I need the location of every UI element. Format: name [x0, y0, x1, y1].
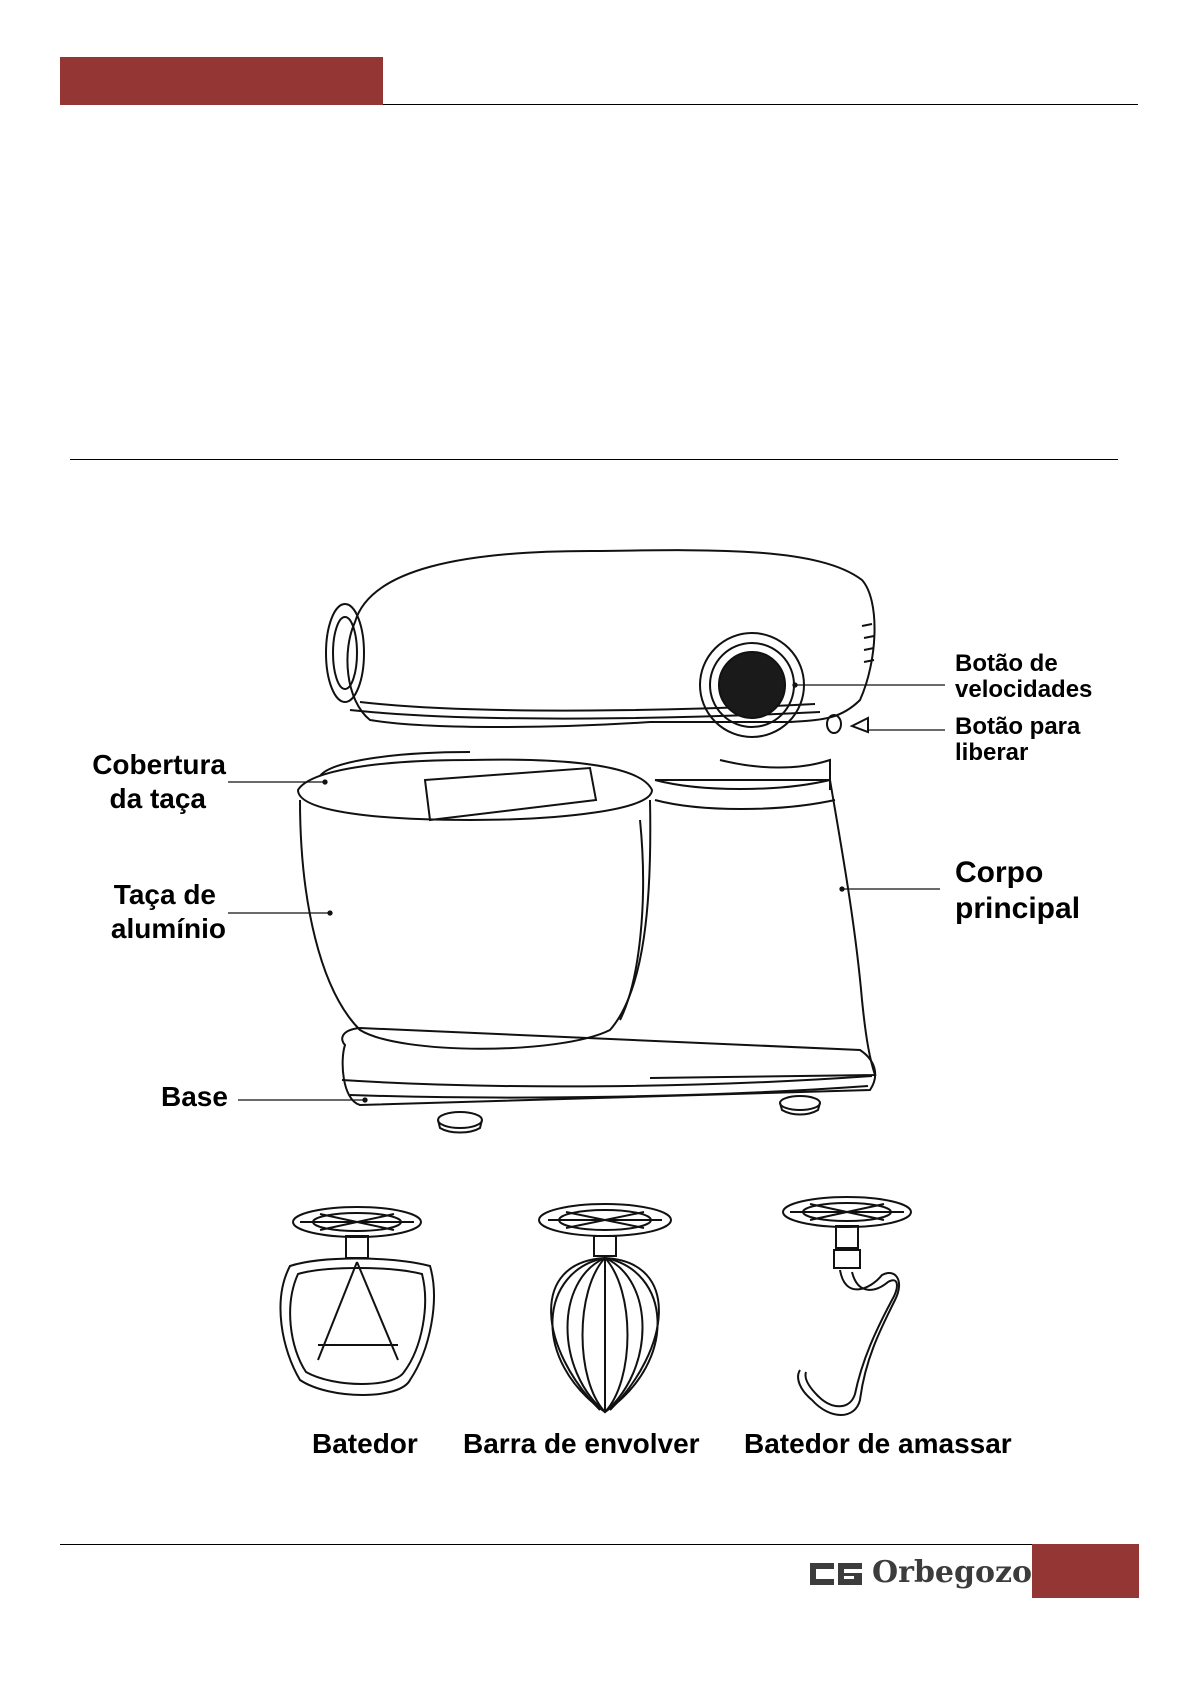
whisk-drawing	[539, 1204, 671, 1412]
bowl-cover	[298, 760, 652, 820]
brand-logo	[810, 1553, 1033, 1593]
head-front-cap	[326, 604, 364, 702]
label-bowl-cover	[60, 748, 226, 816]
label-main-body-line1: Corpo	[955, 856, 1044, 889]
label-speed-button	[955, 651, 1092, 703]
caption-dough-hook: Batedor de amassar	[744, 1428, 1012, 1459]
label-bowl-cover-line1: Cobertura	[92, 749, 226, 780]
dough-hook-drawing	[783, 1197, 911, 1415]
caption-whisk: Barra de envolver	[463, 1428, 700, 1459]
foot-right	[780, 1096, 820, 1110]
label-aluminium-bowl	[60, 878, 226, 946]
label-aluminium-bowl-line1: Taça de	[113, 879, 216, 910]
flat-beater-drawing	[281, 1207, 434, 1395]
motor-head	[347, 550, 874, 727]
label-main-body-line2: principal	[955, 892, 1081, 925]
caption-beater: Batedor	[312, 1428, 418, 1459]
brand-mark-icon	[810, 1559, 864, 1589]
release-button	[827, 715, 841, 733]
label-release-button-line2: liberar	[955, 739, 1029, 766]
aluminium-bowl	[300, 800, 650, 1049]
label-main-body	[955, 855, 1080, 927]
label-speed-button-line2: velocidades	[955, 676, 1093, 703]
label-release-button-line1: Botão para	[955, 713, 1081, 740]
main-body	[650, 780, 875, 1078]
label-aluminium-bowl-line2: alumínio	[110, 913, 226, 944]
foot-left	[438, 1112, 482, 1128]
brand-name: Orbegozo	[872, 1555, 1033, 1590]
footer-accent-band	[1032, 1544, 1139, 1598]
label-base: Base	[161, 1081, 228, 1112]
label-bowl-cover-line2: da taça	[109, 783, 206, 814]
label-release-button	[955, 714, 1080, 766]
label-speed-button-line1: Botão de	[955, 650, 1058, 677]
base	[342, 1028, 875, 1105]
footer-rule	[60, 1544, 1032, 1545]
